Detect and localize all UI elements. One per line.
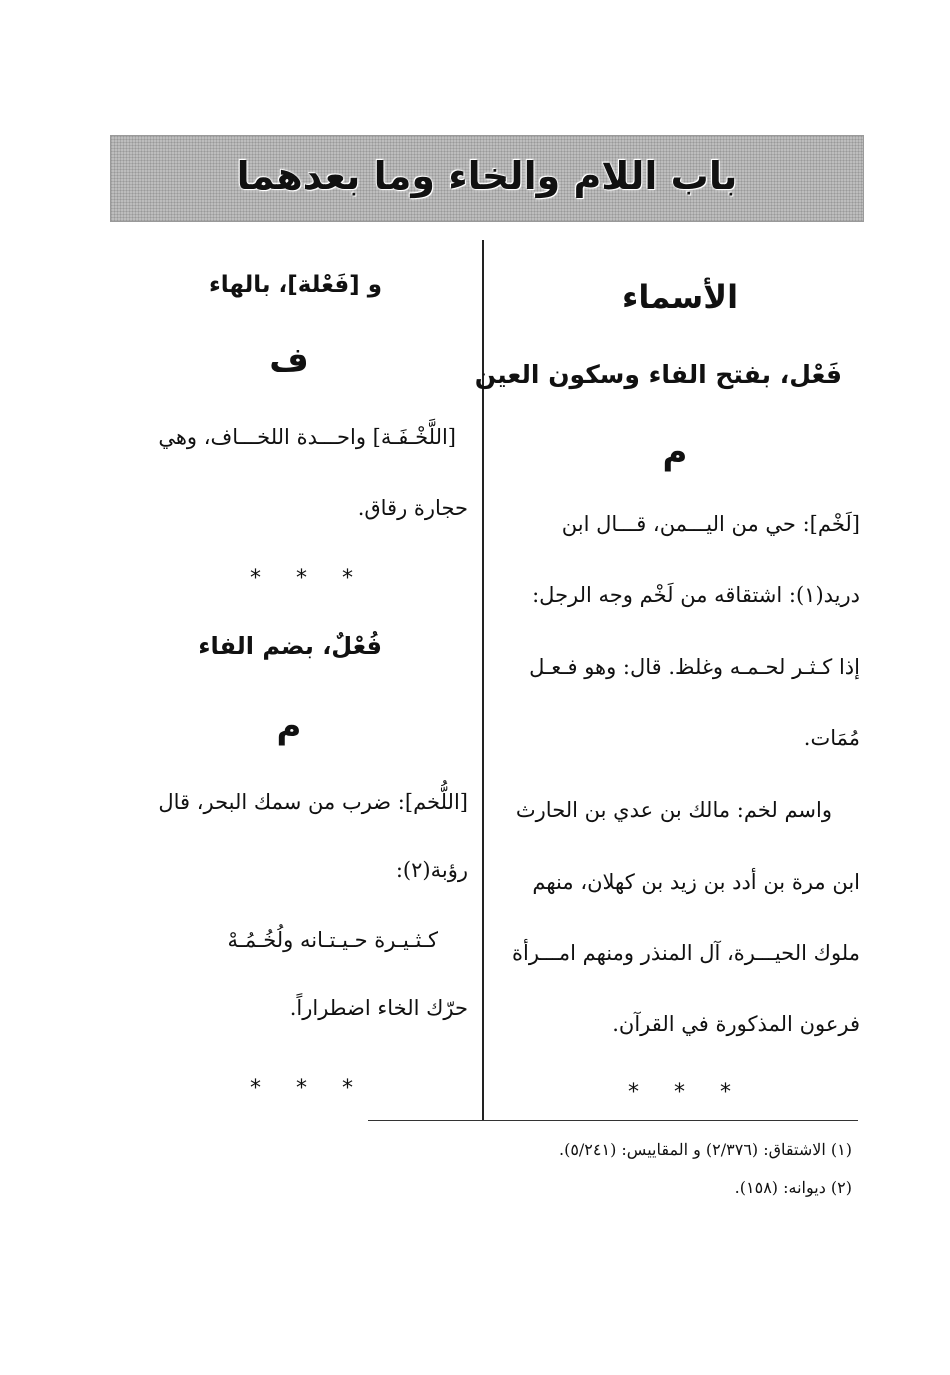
chapter-title: باب اللام والخاء وما بعدهما [236,154,738,198]
left-letter-2: م [276,706,302,746]
right-line-3: إذا كـثـر لحـمـه وغلظ. قال: وهو فـعـل [529,655,860,679]
right-line-2: دريد(١): اشتقاقه من لَخْم وجه الرجل: [532,583,860,607]
left-line-5: حرّك الخاء اضطراراً. [289,996,468,1020]
left-letter-1: ف [269,340,309,380]
left-stars-2: * * * [250,1076,367,1101]
right-line-5: واسم لخم: مالك بن عدي بن الحارث [515,798,832,822]
right-heading: فَعْل، بفتح الفاء وسكون العين [474,360,842,389]
left-stars-1: * * * [250,566,367,591]
left-line-4: رؤبة(٢): [395,858,468,882]
right-line-7: ملوك الحيـــرة، آل المنذر ومنهم امـــرأة [512,941,860,965]
chapter-banner [110,135,864,222]
left-line-1: [اللَّخْـفَـة] واحـــدة اللخـــاف، وهي [158,425,456,449]
left-heading-1: و [فَعْلة]، بالهاء [209,272,382,298]
section-title: الأسماء [621,278,739,316]
left-line-2: حجارة رقاق. [357,496,468,520]
right-line-1: [لَخْم]: حي من اليـــمن، قـــال ابن [561,512,860,536]
footnote-1: (١) الاشتقاق: (٢/٣٧٦) و المقاييس: (٥/٢٤١). [558,1140,852,1159]
right-letter: م [662,432,688,472]
right-line-6: ابن مرة بن أدد بن زيد بن كهلان، منهم [532,870,860,894]
left-line-3: [اللُّخم]: ضرب من سمك البحر، قال [158,790,468,814]
footnote-2: (٢) ديوانه: (١٥٨). [734,1178,852,1197]
right-stars: * * * [628,1080,745,1105]
right-line-4: مُمَات. [803,726,860,750]
footnote-rule [368,1120,858,1121]
left-verse: كـثـيـرة حـيـتـانه ولُخُـمُـهْ [227,928,438,952]
right-line-8: فرعون المذكورة في القرآن. [612,1012,860,1036]
left-heading-2: فُعْلٌ، بضم الفاء [198,632,382,660]
